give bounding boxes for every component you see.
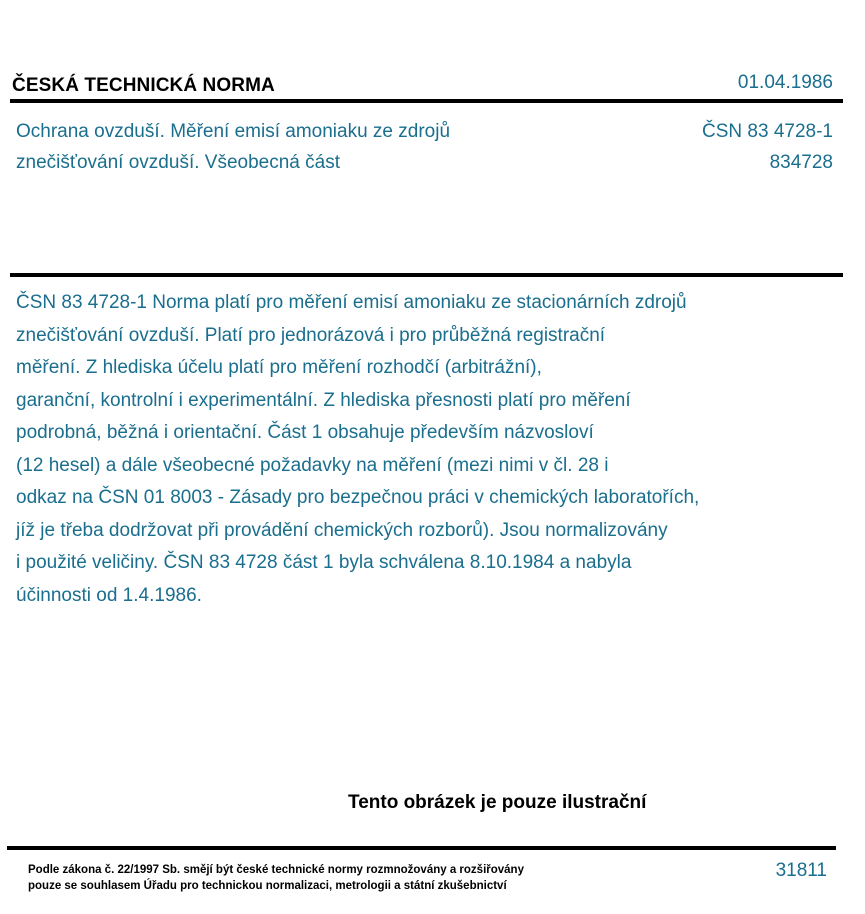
- norm-date: 01.04.1986: [737, 72, 833, 93]
- abstract-line: podrobná, běžná i orientační. Část 1 obsahuje především názvosloví: [16, 422, 594, 443]
- class-number: 834728: [769, 152, 833, 173]
- abstract-line: znečišťování ovzduší. Platí pro jednorázová i pro průběžná registrační: [16, 324, 606, 346]
- footer-divider: [7, 846, 836, 850]
- illustration-note: Tento obrázek je pouze ilustrační: [348, 792, 647, 813]
- document-codes: [702, 116, 833, 178]
- abstract-line: měření. Z hlediska účelu platí pro měření rozhodčí (arbitrážní),: [16, 357, 542, 378]
- legal-line: pouze se souhlasem Úřadu pro technickou normalizaci, metrologii a státní zkušebnictví: [28, 880, 507, 892]
- abstract-line: garanční, kontrolní i experimentální. Z hlediska přesnosti platí pro měření: [16, 389, 631, 411]
- title-line: Ochrana ovzduší. Měření emisí amoniaku ze zdrojů: [16, 121, 451, 142]
- legal-notice: [28, 862, 524, 894]
- abstract-line: (12 hesel) a dále všeobecné požadavky na měření (mezi nimi v čl. 28 i: [16, 454, 609, 476]
- legal-line: Podle zákona č. 22/1997 Sb. smějí být české technické normy rozmnožovány a rozšiřovány: [28, 864, 524, 876]
- catalog-number: 31811: [775, 860, 827, 881]
- title-line: znečišťování ovzduší. Všeobecná část: [16, 152, 340, 173]
- document-title: [16, 116, 450, 178]
- section-divider: [10, 273, 843, 277]
- norm-code: ČSN 83 4728-1: [702, 121, 833, 142]
- header-divider: [10, 99, 843, 103]
- abstract-line: ČSN 83 4728-1 Norma platí pro měření emisí amoniaku ze stacionárních zdrojů: [16, 292, 687, 313]
- abstract-line: jíž je třeba dodržovat při provádění chemických rozborů). Jsou normalizovány: [16, 519, 668, 541]
- abstract-line: odkaz na ČSN 01 8003 - Zásady pro bezpečnou práci v chemických laboratořích,: [16, 487, 700, 508]
- abstract-text: [16, 287, 699, 612]
- abstract-line: účinnosti od 1.4.1986.: [16, 584, 202, 606]
- abstract-line: i použité veličiny. ČSN 83 4728 část 1 byla schválena 8.10.1984 a nabyla: [16, 552, 632, 573]
- norm-label: ČESKÁ TECHNICKÁ NORMA: [12, 75, 275, 96]
